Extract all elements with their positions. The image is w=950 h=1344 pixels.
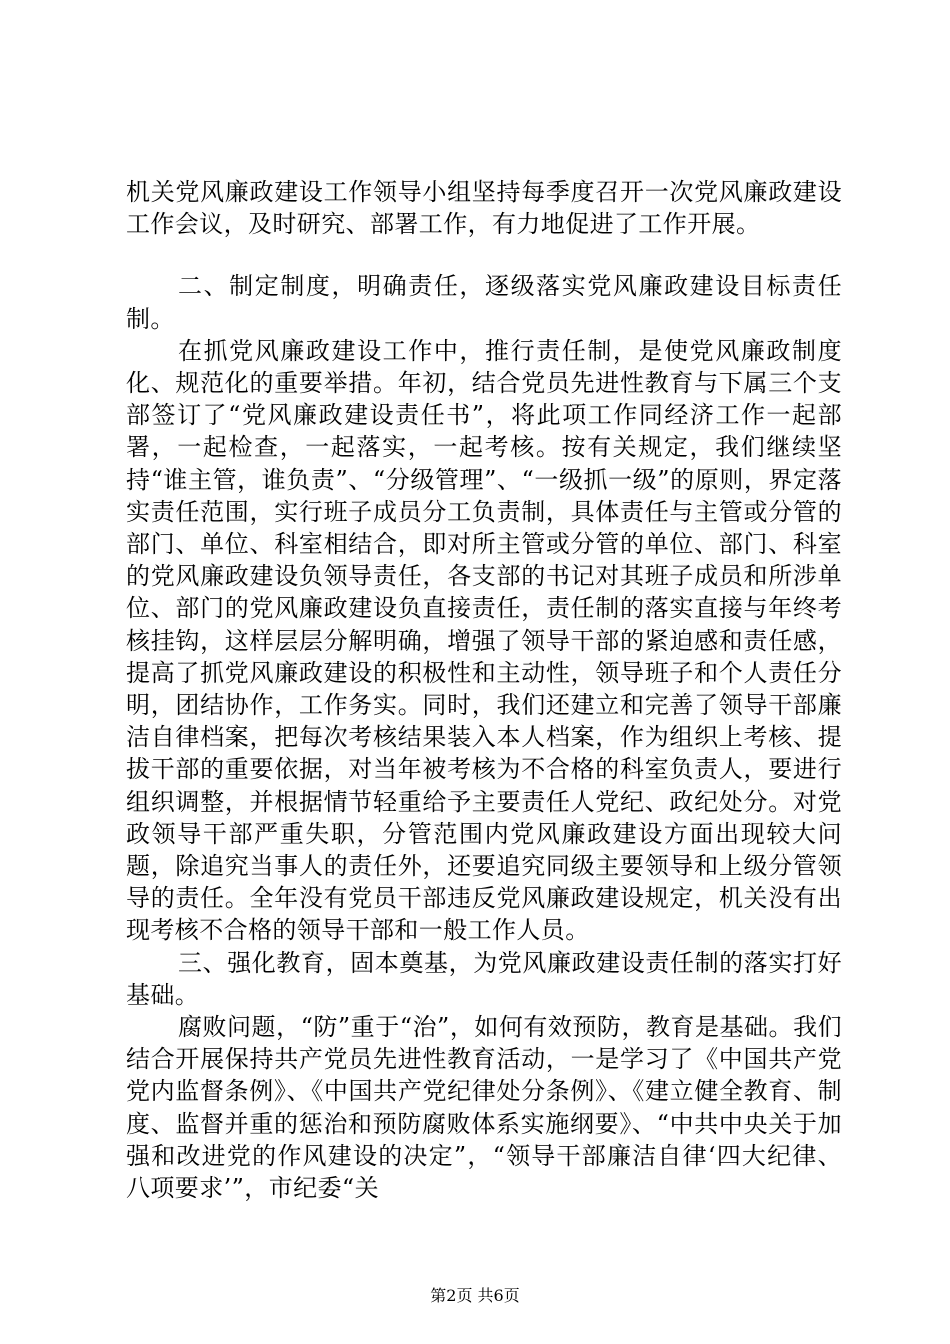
page-number-footer: 第2页 共6页 (430, 1286, 520, 1305)
paragraph-meeting-summary: 机关党风廉政建设工作领导小组坚持每季度召开一次党风廉政建设工作会议，及时研究、部署工作，有力地促进了工作开展。 (126, 178, 842, 239)
section-heading-responsibility: 二、制定制度，明确责任，逐级落实党风廉政建设目标责任制。 (126, 272, 842, 333)
paragraph-education: 腐败问题，“防”重于“治”，如何有效预防，教育是基础。我们结合开展保持共产党员先进性教育活动，一是学习了《中国共产党党内监督条例》、《中国共产党纪律处分条例》、《建立健全教育、制度、监督并重的惩治和预防腐败体系实施纲要》、“中共中央关于加强和改进党的作风建设的决定”，“领导干部廉洁自律‘四大纪律、八项要求’”，市纪委“关 (126, 1013, 842, 1203)
section-heading-education: 三、强化教育，固本奠基，为党风廉政建设责任制的落实打好基础。 (126, 948, 842, 1009)
document-body (126, 176, 842, 1204)
paragraph-responsibility-system: 在抓党风廉政建设工作中，推行责任制，是使党风廉政制度化、规范化的重要举措。年初，结合党员先进性教育与下属三个支部签订了“党风廉政建设责任书”，将此项工作同经济工作一起部署，一起检查，一起落实，一起考核。按有关规定，我们继续坚持“谁主管，谁负责”、“分级管理”、“一级抓一级”的原则，界定落实责任范围，实行班子成员分工负责制，具体责任与主管或分管的部门、单位、科室相结合，即对所主管或分管的单位、部门、科室的党风廉政建设负领导责任，各支部的书记对其班子成员和所涉单位、部门的党风廉政建设负直接责任，责任制的落实直接与年终考核挂钩，这样层层分解明确，增强了领导干部的紧迫感和责任感，提高了抓党风廉政建设的积极性和主动性，领导班子和个人责任分明，团结协作，工作务实。同时，我们还建立和完善了领导干部廉洁自律档案，把每次考核结果装入本人档案，作为组织上考核、提拔干部的重要依据，对当年被考核为不合格的科室负责人，要进行组织调整，并根据情节轻重给予主要责任人党纪、政纪处分。对党政领导干部严重失职，分管范围内党风廉政建设方面出现较大问题，除追究当事人的责任外，还要追究同级主要领导和上级分管领导的责任。全年没有党员干部违反党风廉政建设规定，机关没有出现考核不合格的领导干部和一般工作人员。 (126, 336, 842, 945)
